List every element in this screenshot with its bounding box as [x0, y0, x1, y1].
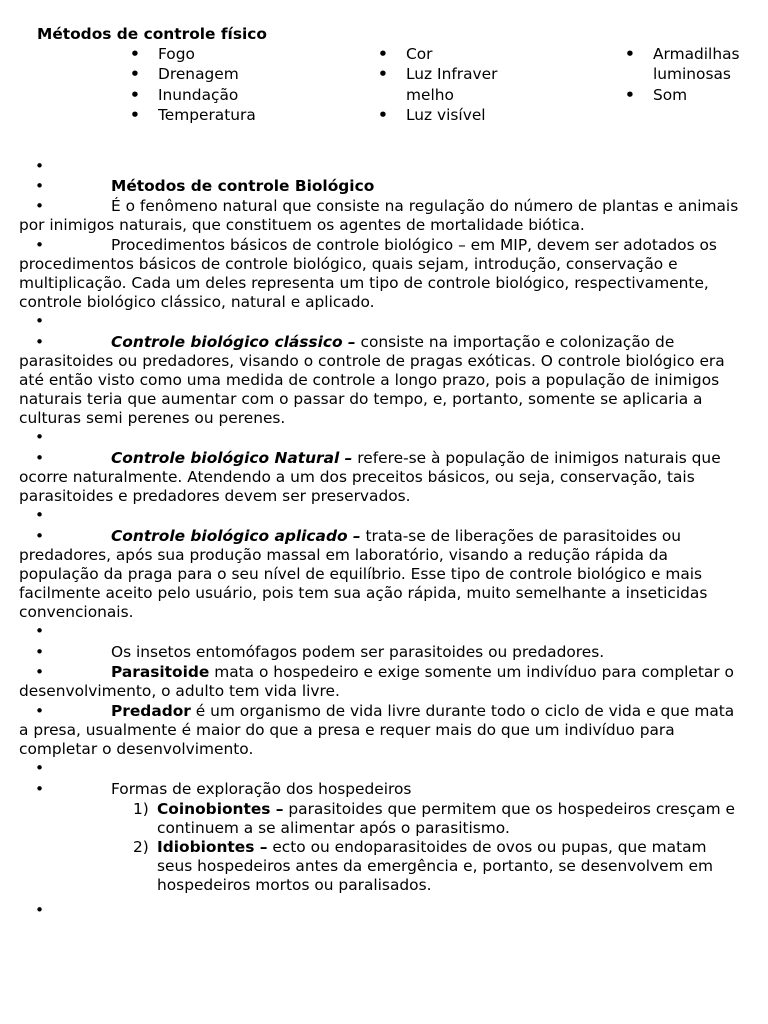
paragraph: • É o fenômeno natural que consiste na regulação do número de plantas e animais por inimigos naturais, que constituem os agentes de mortalidade biótica. [19, 197, 739, 234]
empty-bullet: • [35, 157, 45, 175]
list-item [19, 800, 741, 838]
physical-column-2 [378, 44, 510, 125]
paragraph-text: É o fenômeno natural que consiste na regulação do número de plantas e animais por inimigos naturais, que constituem os agentes de mortalidade biótica. [19, 197, 739, 234]
paragraph: • Parasitoide mata o hospedeiro e exige somente um indivíduo para completar o desenvolvimento, o adulto tem vida livre. [19, 663, 734, 700]
physical-column-1 [130, 44, 260, 125]
paragraph-text: refere-se à população de inimigos naturais que ocorre naturalmente. Atendendo a um dos preceitos básicos, ou seja, conservação, tais parasitoides e predadores devem ser preservados. [19, 449, 721, 505]
list-item: • Temperatura [130, 105, 258, 125]
list-item: • Cor [378, 44, 510, 64]
biological-section [19, 157, 741, 921]
paragraph: • Controle biológico clássico – consiste na importação e colonização de parasitoides ou predadores, visando o controle de pragas exóticas. O controle biológico era até então visto como uma medida de controle a longo prazo, pois a população de inimigos naturais teria que aumentar com o passar do tempo, e, portanto, somente se aplicaria a culturas semi perenes ou perenes. [19, 333, 725, 427]
paragraph-text: Os insetos entomófagos podem ser parasitoides ou predadores. [111, 643, 605, 661]
paragraph-text: consiste na importação e colonização de parasitoides ou predadores, visando o controle de pragas exóticas. O controle biológico era até então visto como uma medida de controle a longo prazo, pois a população de inimigos naturais teria que aumentar com o passar do tempo, e, portanto, somente se aplicaria a culturas semi perenes ou perenes. [19, 333, 725, 427]
paragraph: • Controle biológico Natural – refere-se à população de inimigos naturais que ocorre naturalmente. Atendendo a um dos preceitos básicos, ou seja, conservação, tais parasitoides e predadores devem ser preservados. [19, 449, 721, 505]
paragraph-text: Procedimentos básicos de controle biológico – em MIP, devem ser adotados os procedimentos básicos de controle biológico, quais sejam, introdução, conservação e multiplicação. Cada um deles representa um tipo de controle biológico, respectivamente, controle biológico clássico, natural e aplicado. [19, 236, 717, 311]
list-item: • Inundação [130, 85, 260, 105]
list-item: • Drenagem [130, 64, 260, 84]
list-item [19, 838, 741, 895]
paragraph: • Predador é um organismo de vida livre durante todo o ciclo de vida e que mata a presa, usualmente é maior do que a presa e requer mais do que um indivíduo para completar o desenvolvimento. [19, 702, 735, 758]
list-item-text: parasitoides que permitem que os hospedeiros cresçam e continuem a se alimentar após o parasitismo. [157, 800, 736, 837]
term-parasitoide: Parasitoide [111, 663, 210, 681]
paragraph-text: trata-se de liberações de parasitoides ou predadores, após sua produção massal em laboratório, visando a redução rápida da população da praga para o seu nível de equilíbrio. Esse tipo de controle biológico e mais facilmente aceito pelo usuário, pois tem sua ação rápida, muito semelhante a inseticidas convencionais. [19, 527, 708, 621]
bio-heading-paragraph: • Métodos de controle Biológico [35, 177, 375, 195]
paragraph-text: mata o hospedeiro e exige somente um indivíduo para completar o desenvolvimento, o adulto tem vida livre. [19, 663, 734, 700]
paragraph: • Formas de exploração dos hospedeiros [35, 780, 412, 798]
list-item-text: ecto ou endoparasitoides de ovos ou pupas, que matam seus hospedeiros antes da emergência e, portanto, se desenvolvem em hospedeiros mortos ou paralisados. [157, 838, 713, 894]
empty-bullet: • [35, 506, 45, 524]
list-item: • Armadilhas luminosas [625, 44, 753, 85]
empty-bullet: • [35, 428, 45, 446]
paragraph: • Os insetos entomófagos podem ser parasitoides ou predadores. [35, 643, 605, 661]
term-classic: Controle biológico clássico – [111, 333, 356, 351]
list-item: • Luz visível [378, 105, 510, 125]
paragraph: • Procedimentos básicos de controle biológico – em MIP, devem ser adotados os procedimentos básicos de controle biológico, quais sejam, introdução, conservação e multiplicação. Cada um deles representa um tipo de controle biológico, respectivamente, controle biológico clássico, natural e aplicado. [19, 236, 717, 311]
list-item: • Fogo [130, 44, 260, 64]
empty-bullet: • [35, 901, 45, 919]
physical-methods-title: Métodos de controle físico [37, 25, 267, 43]
empty-bullet: • [35, 759, 45, 777]
paragraph: • Controle biológico aplicado – trata-se de liberações de parasitoides ou predadores, após sua produção massal em laboratório, visando a redução rápida da população da praga para o seu nível de equilíbrio. Esse tipo de controle biológico e mais facilmente aceito pelo usuário, pois tem sua ação rápida, muito semelhante a inseticidas convencionais. [19, 527, 708, 621]
term-idiobiontes: Idiobiontes – [157, 838, 268, 856]
empty-bullet: • [35, 622, 45, 640]
paragraph-text: Formas de exploração dos hospedeiros [111, 780, 412, 798]
list-item: • Som [625, 85, 755, 105]
list-item: • Luz Infravermelho [378, 64, 506, 105]
list-number: 1) [133, 800, 149, 818]
paragraph-text: é um organismo de vida livre durante todo o ciclo de vida e que mata a presa, usualmente é maior do que a presa e requer mais do que um indivíduo para completar o desenvolvimento. [19, 702, 735, 758]
physical-column-3 [625, 44, 755, 105]
empty-bullet: • [35, 312, 45, 330]
term-applied: Controle biológico aplicado – [111, 527, 361, 545]
term-coinobiontes: Coinobiontes – [157, 800, 284, 818]
host-exploitation-list [19, 800, 741, 895]
list-number: 2) [133, 838, 149, 856]
term-natural: Controle biológico Natural – [111, 449, 353, 467]
bio-heading: Métodos de controle Biológico [111, 177, 375, 195]
term-predador: Predador [111, 702, 191, 720]
